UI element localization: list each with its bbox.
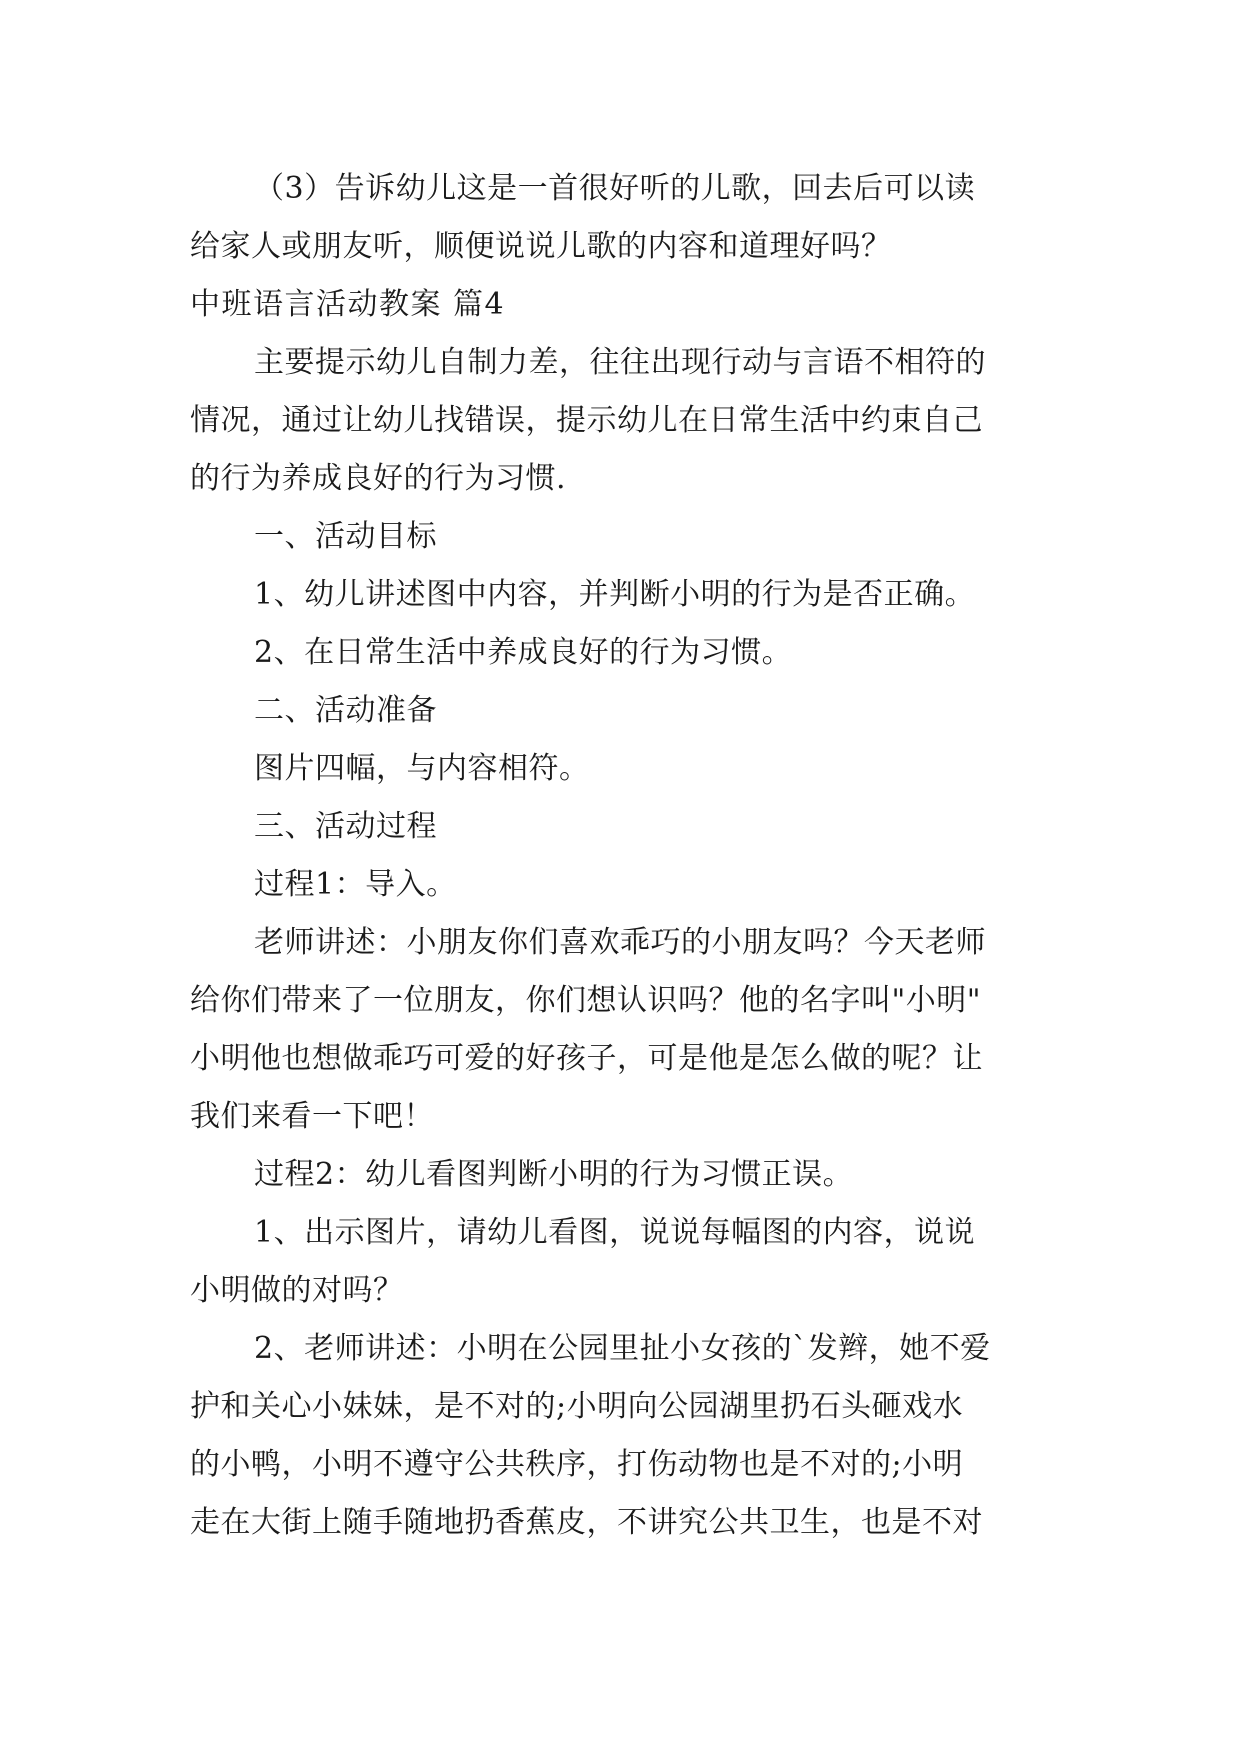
text-line: 小明做的对吗？ xyxy=(190,1273,404,1308)
subsection-heading: 一、活动目标 xyxy=(254,519,437,554)
subsection-heading: 二、活动准备 xyxy=(254,693,437,728)
text-line: 2、在日常生活中养成良好的行为习惯。 xyxy=(254,635,793,670)
text-line: 主要提示幼儿自制力差，往往出现行动与言语不相符的 xyxy=(254,345,986,380)
text-line: 给家人或朋友听，顺便说说儿歌的内容和道理好吗？ xyxy=(190,229,892,264)
text-line: 1、出示图片，请幼儿看图，说说每幅图的内容，说说 xyxy=(254,1215,976,1250)
text-line: 的小鸭，小明不遵守公共秩序，打伤动物也是不对的;小明 xyxy=(190,1447,964,1482)
document-body xyxy=(190,160,1056,1552)
text-line: 给你们带来了一位朋友，你们想认识吗？他的名字叫"小明" xyxy=(190,983,982,1018)
text-line: 情况，通过让幼儿找错误，提示幼儿在日常生活中约束自己 xyxy=(190,403,983,438)
text-line: 走在大街上随手随地扔香蕉皮，不讲究公共卫生，也是不对 xyxy=(190,1505,983,1540)
text-line: 过程1：导入。 xyxy=(254,867,457,902)
text-line: 1、幼儿讲述图中内容，并判断小明的行为是否正确。 xyxy=(254,577,976,612)
text-line: 护和关心小妹妹，是不对的;小明向公园湖里扔石头砸戏水 xyxy=(190,1389,964,1424)
text-line: 的行为养成良好的行为习惯. xyxy=(190,461,567,496)
text-line: 老师讲述：小朋友你们喜欢乖巧的小朋友吗？今天老师 xyxy=(254,925,986,960)
text-line: 2、老师讲述：小明在公园里扯小女孩的`发辫，她不爱 xyxy=(254,1331,991,1366)
text-line: （3）告诉幼儿这是一首很好听的儿歌，回去后可以读 xyxy=(254,171,976,206)
section-heading: 中班语言活动教案 篇4 xyxy=(190,287,506,322)
text-line: 图片四幅，与内容相符。 xyxy=(254,751,590,786)
subsection-heading: 三、活动过程 xyxy=(254,809,437,844)
text-line: 过程2：幼儿看图判断小明的行为习惯正误。 xyxy=(254,1157,854,1192)
text-line: 我们来看一下吧！ xyxy=(190,1099,434,1134)
text-line: 小明他也想做乖巧可爱的好孩子，可是他是怎么做的呢？让 xyxy=(190,1041,983,1076)
